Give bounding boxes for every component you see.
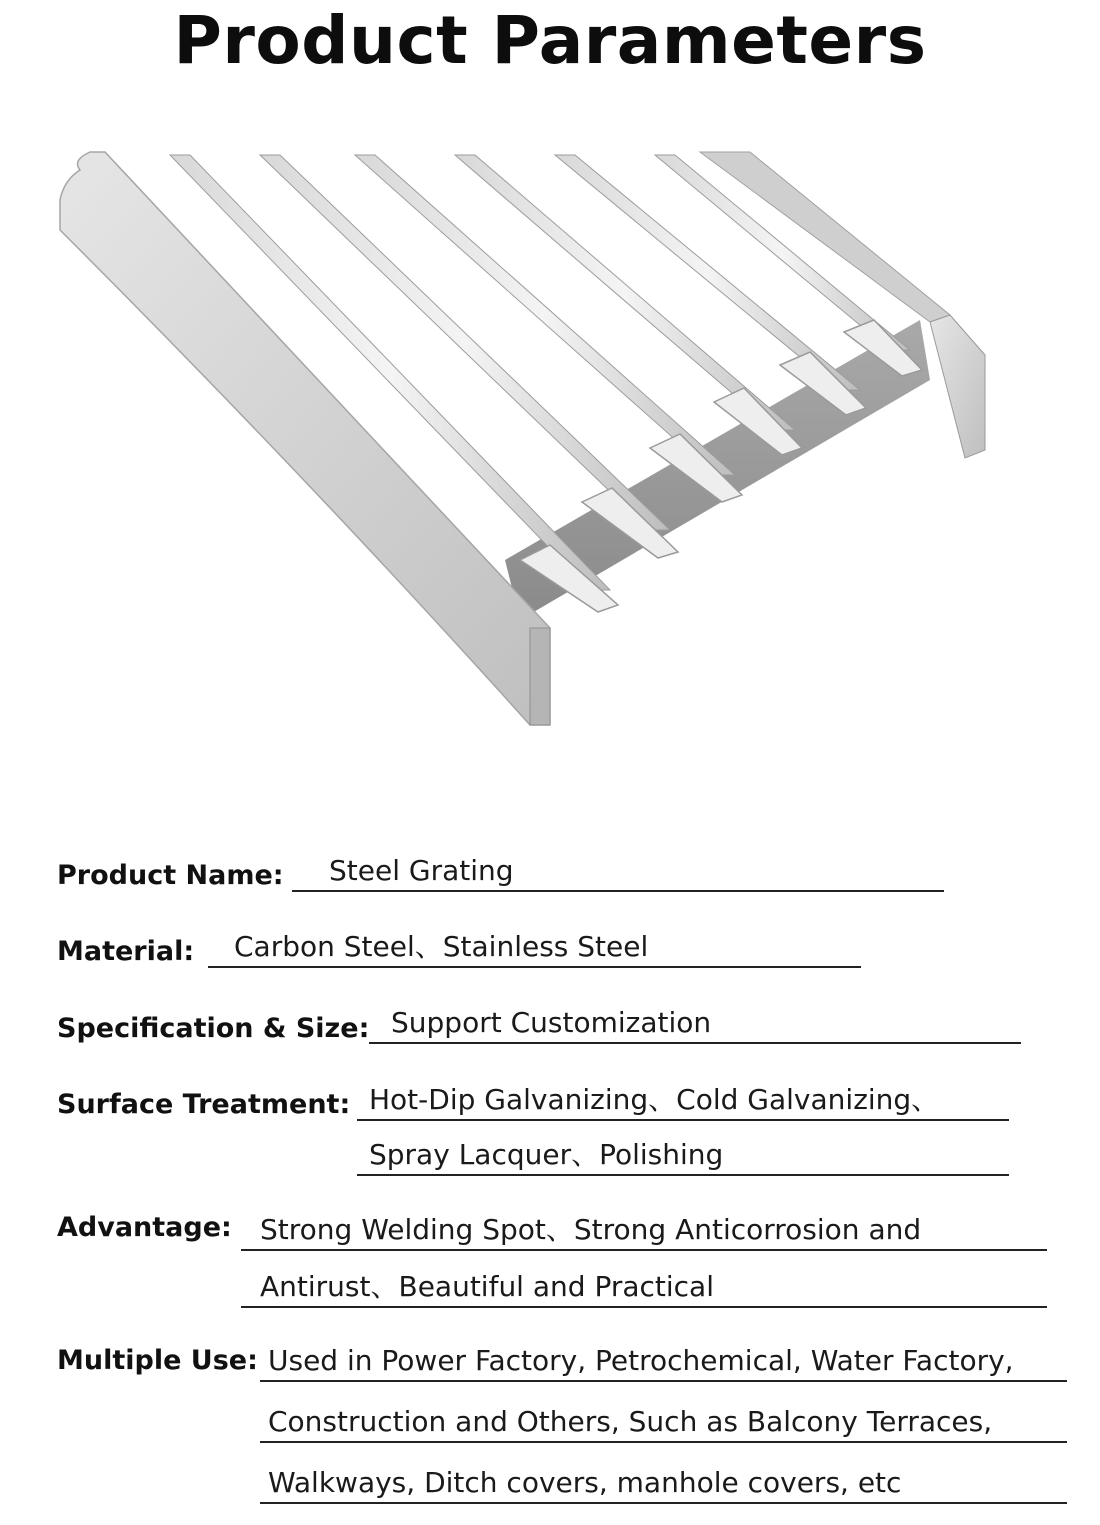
surface-treatment-line-2: Spray Lacquer、Polishing xyxy=(357,1138,1009,1176)
product-name-label: Product Name: xyxy=(57,860,284,891)
material-label: Material: xyxy=(57,936,195,967)
specification-value: Support Customization xyxy=(369,1006,1021,1044)
steel-grating-illustration xyxy=(50,140,1010,760)
specification-label: Specification & Size: xyxy=(57,1013,370,1044)
multiple-use-line-2: Construction and Others, Such as Balcony Terraces, xyxy=(260,1405,1067,1443)
advantage-line-1: Strong Welding Spot、Strong Anticorrosion and xyxy=(241,1213,1047,1251)
material-value: Carbon Steel、Stainless Steel xyxy=(208,930,861,968)
advantage-line-2: Antirust、Beautiful and Practical xyxy=(241,1270,1047,1308)
advantage-label: Advantage: xyxy=(57,1212,232,1243)
multiple-use-line-3: Walkways, Ditch covers, manhole covers, etc xyxy=(260,1466,1067,1504)
multiple-use-label: Multiple Use: xyxy=(57,1345,258,1376)
surface-treatment-line-1: Hot-Dip Galvanizing、Cold Galvanizing、 xyxy=(357,1083,1009,1121)
product-name-value: Steel Grating xyxy=(292,854,944,892)
multiple-use-line-1: Used in Power Factory, Petrochemical, Water Factory, xyxy=(260,1344,1067,1382)
page-title: Product Parameters xyxy=(173,2,927,79)
surface-treatment-label: Surface Treatment: xyxy=(57,1089,351,1120)
